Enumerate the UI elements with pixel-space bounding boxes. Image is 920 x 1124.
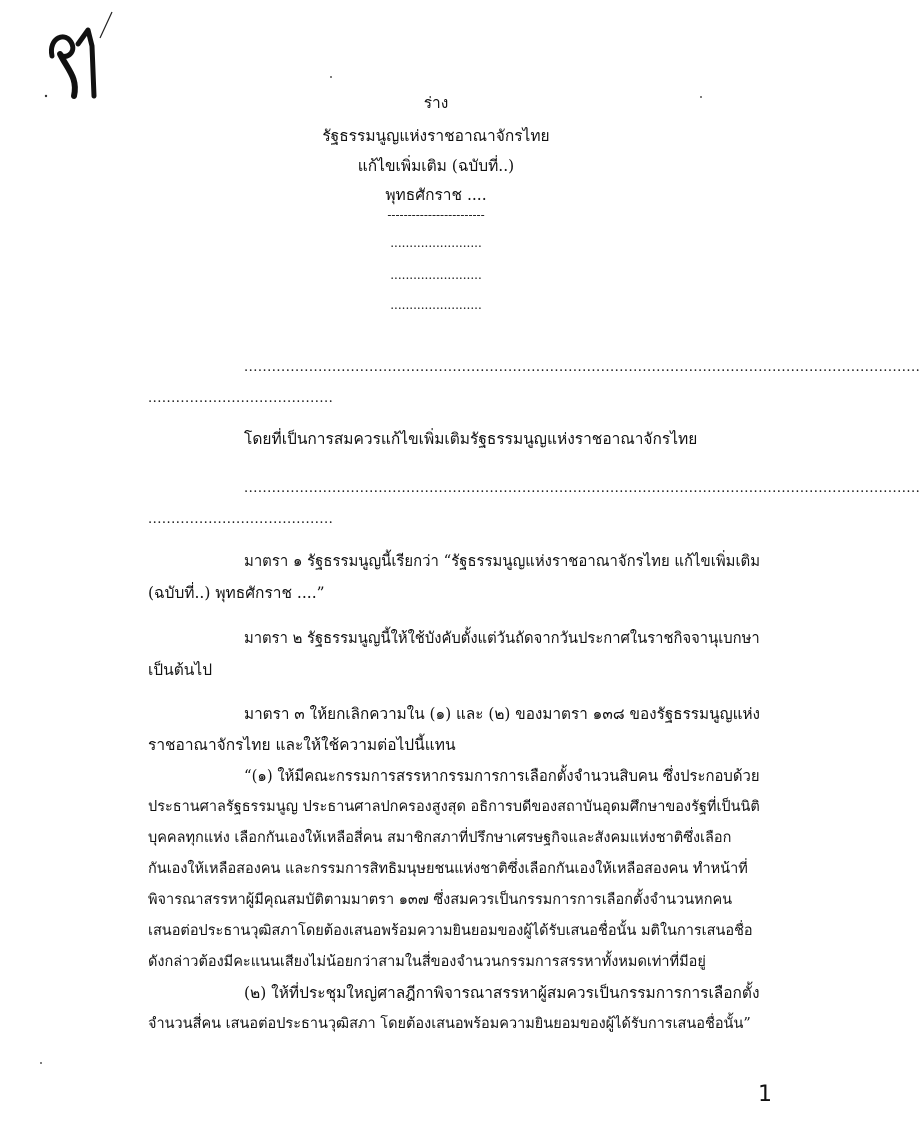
clause-1-line: กันเองให้เหลือสองคน และกรรมการสิทธิมนุษยชนแห่งชาติซึ่งเลือกกันเองให้เหลือสองคน ทำหน้าที่ (148, 861, 748, 877)
clause-1-line: บุคคลทุกแห่ง เลือกกันเองให้เหลือสี่คน สมาชิกสภาที่ปรึกษาเศรษฐกิจและสังคมแห่งชาติซึ่งเลือก (148, 830, 732, 846)
preamble-dotted-line: ........................................ (148, 512, 334, 527)
clause-1-line: พิจารณาสรรหาผู้มีคุณสมบัติตามมาตรา ๑๓๗ ซึ่งสมควรเป็นกรรมการการเลือกตั้งจำนวนหกคน (148, 892, 733, 908)
section-3-line: ราชอาณาจักรไทย และให้ใช้ความต่อไปนี้แทน (148, 736, 456, 754)
whereas-clause: โดยที่เป็นการสมควรแก้ไขเพิ่มเติมรัฐธรรมนูญแห่งราชอาณาจักรไทย (244, 430, 698, 448)
draft-label: ร่าง (423, 94, 449, 112)
preamble-dotted-line: .................................................................................................................................................. (244, 360, 920, 375)
header-separator: ------------------------ (387, 208, 485, 222)
constitution-title: รัฐธรรมนูญแห่งราชอาณาจักรไทย (322, 127, 550, 145)
header-separator: ........................ (390, 298, 482, 312)
clause-1-line: “(๑) ให้มีคณะกรรมการสรรหากรรมการการเลือกตั้งจำนวนสิบคน ซึ่งประกอบด้วย (244, 767, 760, 785)
section-1-line: มาตรา ๑ รัฐธรรมนูญนี้เรียกว่า “รัฐธรรมนูญแห่งราชอาณาจักรไทย แก้ไขเพิ่มเติม (244, 552, 761, 570)
clause-1-line: ดังกล่าวต้องมีคะแนนเสียงไม่น้อยกว่าสามในสี่ของจำนวนกรรมการสรรหาทั้งหมดเท่าที่มีอยู่ (148, 954, 706, 970)
header-separator: ........................ (390, 268, 482, 282)
clause-1-line: เสนอต่อประธานวุฒิสภาโดยต้องเสนอพร้อมความยินยอมของผู้ได้รับเสนอชื่อนั้น มติในการเสนอชื่อ (148, 923, 753, 939)
page-number: 1 (758, 1082, 772, 1107)
section-2-line: เป็นต้นไป (148, 661, 213, 679)
preamble-dotted-line: ........................................ (148, 391, 334, 406)
clause-2-line: จำนวนสี่คน เสนอต่อประธานวุฒิสภา โดยต้องเสนอพร้อมความยินยอมของผู้ได้รับการเสนอชื่อนั้น” (148, 1016, 751, 1032)
section-2-line: มาตรา ๒ รัฐธรรมนูญนี้ให้ใช้บังคับตั้งแต่วันถัดจากวันประกาศในราชกิจจานุเบกษา (244, 629, 760, 647)
scan-speck (40, 1062, 42, 1064)
clause-1-line: ประธานศาลรัฐธรรมนูญ ประธานศาลปกครองสูงสุด อธิการบดีของสถาบันอุดมศึกษาของรัฐที่เป็นนิติ (148, 799, 760, 815)
handwritten-mark-icon (38, 8, 118, 103)
amendment-edition: แก้ไขเพิ่มเติม (ฉบับที่..) (357, 157, 515, 175)
buddhist-year: พุทธศักราช .... (385, 186, 487, 204)
scan-speck (330, 76, 332, 78)
section-3-line: มาตรา ๓ ให้ยกเลิกความใน (๑) และ (๒) ของมาตรา ๑๓๘ ของรัฐธรรมนูญแห่ง (244, 705, 761, 723)
section-1-line: (ฉบับที่..) พุทธศักราช ....” (148, 584, 325, 602)
clause-2-line: (๒) ให้ที่ประชุมใหญ่ศาลฎีกาพิจารณาสรรหาผู้สมควรเป็นกรรมการการเลือกตั้ง (244, 984, 760, 1002)
preamble-dotted-line: .................................................................................................................................................. (244, 481, 920, 496)
header-separator: ........................ (390, 236, 482, 250)
